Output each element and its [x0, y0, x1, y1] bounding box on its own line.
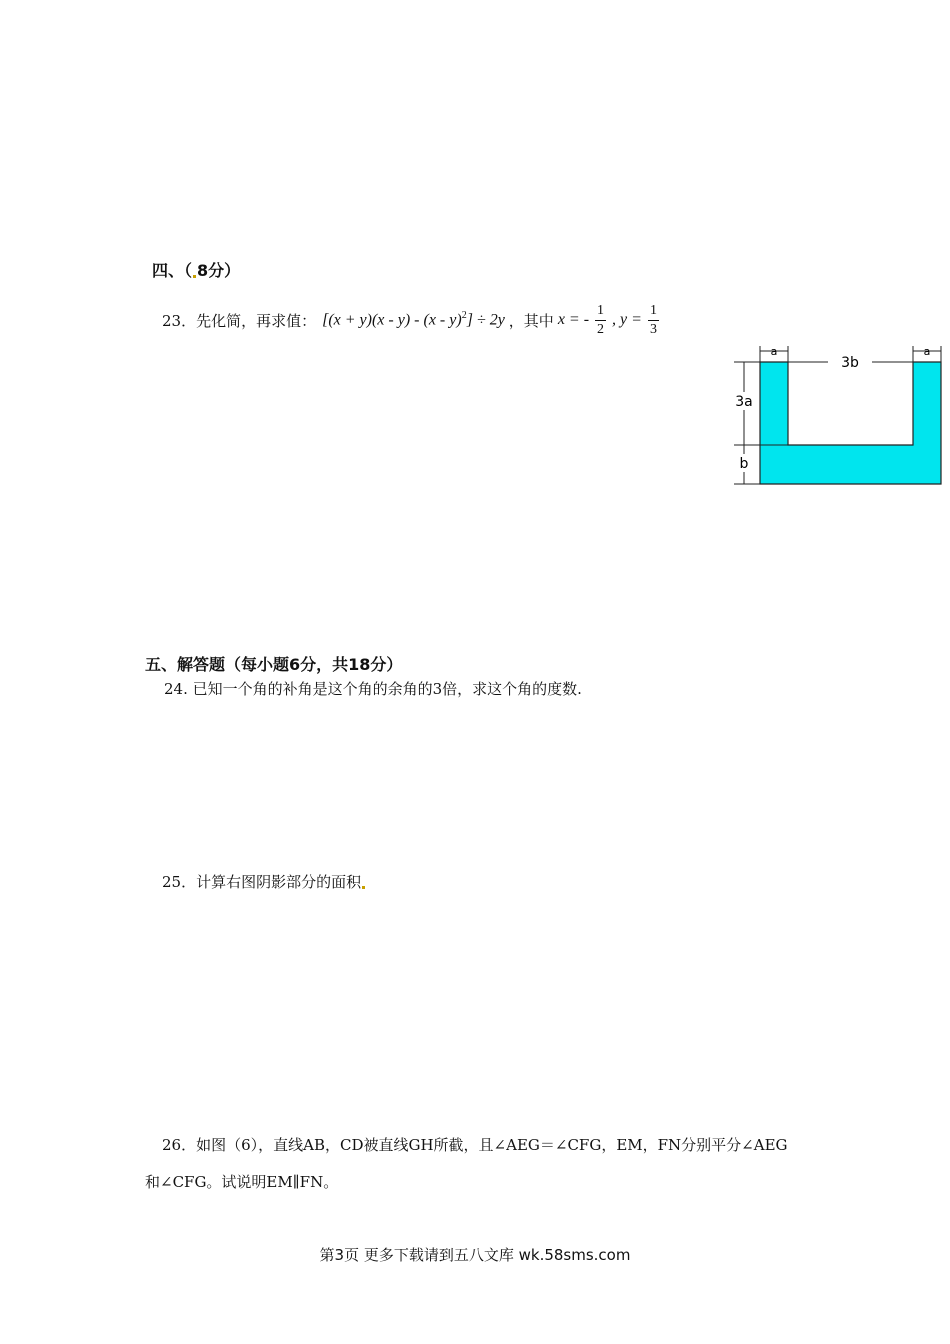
mark-dot-icon — [362, 886, 365, 889]
label-a-left: a — [770, 345, 778, 358]
mark-dot-icon — [193, 275, 196, 278]
section-5-heading: 五、解答题（每小题6分，共18分） — [145, 655, 403, 674]
question-24: 24. 已知一个角的补角是这个角的余角的3倍，求这个角的度数. — [164, 680, 582, 698]
expression-main: [(x + y)(x - y) - (x - y) — [322, 311, 462, 329]
x-fraction-numerator: 1 — [595, 302, 606, 321]
question-23 — [162, 298, 661, 342]
question-25-text: 25．计算右图阴影部分的面积 — [162, 873, 362, 891]
x-fraction-denominator: 2 — [597, 321, 605, 337]
question-23-values — [558, 302, 661, 339]
section-4-heading-prefix: 四、（ — [152, 261, 193, 280]
page-footer: 第3页 更多下载请到五八文库 wk.58sms.com — [319, 1246, 631, 1264]
question-23-expression — [322, 310, 505, 329]
label-b: b — [739, 456, 749, 472]
u-shape-figure — [730, 340, 945, 490]
section-4-heading-suffix: 8分） — [197, 261, 241, 280]
y-fraction-denominator: 3 — [649, 321, 657, 337]
label-3b: 3b — [841, 355, 859, 371]
x-value-lhs: x = - — [557, 310, 590, 328]
section-4-heading — [152, 258, 240, 281]
question-26-line-2: 和∠CFG。试说明EM∥FN。 — [145, 1173, 339, 1191]
y-value-lhs: , y = — [612, 310, 642, 328]
expression-exponent: 2 — [461, 310, 467, 322]
question-23-condition-label: ，其中 — [508, 311, 554, 330]
question-26-line-1: 26．如图（6），直线AB，CD被直线GH所截，且∠AEG＝∠CFG，EM，FN分别平分∠AEG — [162, 1136, 788, 1154]
shaded-u-shape — [760, 362, 941, 484]
question-23-label: 23．先化简，再求值： — [162, 311, 317, 330]
x-fraction — [595, 302, 606, 339]
y-fraction-numerator: 1 — [648, 302, 659, 321]
label-3a: 3a — [735, 394, 753, 410]
expression-end: ] ÷ 2y — [466, 311, 505, 329]
question-25 — [162, 871, 366, 892]
label-a-right: a — [923, 345, 931, 358]
y-fraction — [648, 302, 659, 339]
